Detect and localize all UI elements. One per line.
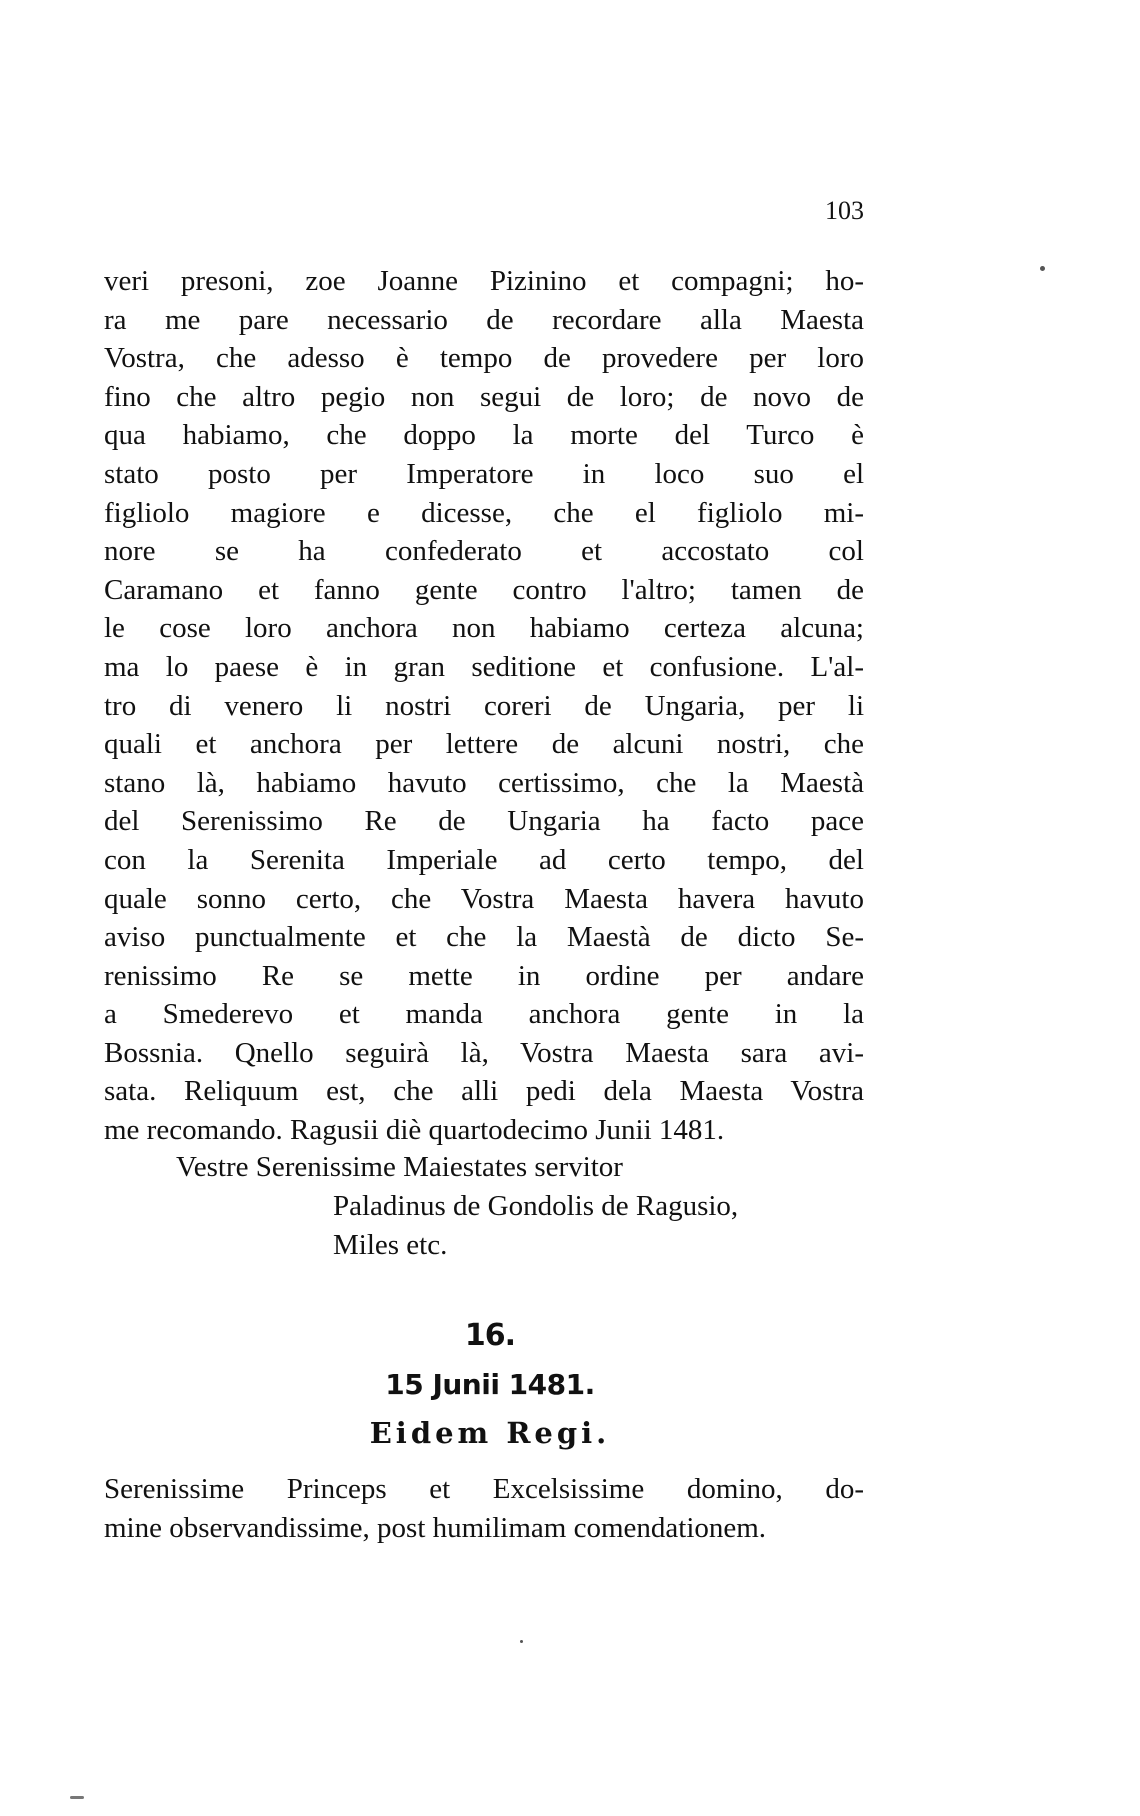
letter-line: tro di venero li nostri coreri de Ungaria, per li: [104, 689, 864, 722]
letter-line: stano là, habiamo havuto certissimo, che la Maestà: [104, 766, 864, 799]
document-line: Serenissime Princeps et Excelsissime domino, do-: [104, 1473, 864, 1505]
print-speck: [1040, 266, 1045, 271]
letter-line: veri presoni, zoe Joanne Pizinino et compagni; ho-: [104, 265, 864, 297]
letter-line: le cose loro anchora non habiamo certeza alcuna;: [104, 612, 864, 645]
letter-line: stato posto per Imperatore in loco suo el: [104, 457, 864, 490]
letter-line: aviso punctualmente et che la Maestà de dicto Se-: [104, 921, 864, 954]
letter-line: Caramano et fanno gente contro l'altro; tamen de: [104, 573, 864, 606]
print-speck: [70, 1796, 84, 1799]
letter-line: quale sonno certo, che Vostra Maesta havera havuto: [104, 882, 864, 915]
letter-line: quali et anchora per lettere de alcuni nostri, che: [104, 728, 864, 761]
document-date: 15 Junii 1481.: [385, 1368, 595, 1401]
letter-line: Vostra, che adesso è tempo de provedere per loro: [104, 342, 864, 375]
letter-line: ra me pare necessario de recordare alla Maesta: [104, 303, 864, 336]
letter-line: ma lo paese è in gran seditione et confusione. L'al-: [104, 650, 864, 683]
letter-body: [104, 262, 864, 1150]
signatory-title: Miles etc.: [333, 1229, 448, 1261]
document-number: 16.: [464, 1318, 516, 1353]
letter-signature: Paladinus de Gondolis de Ragusio,: [333, 1190, 739, 1222]
letter-line: figliolo magiore e dicesse, che el figliolo mi-: [104, 496, 864, 529]
letter-line: Bossnia. Qnello seguirà là, Vostra Maesta sara avi-: [104, 1036, 864, 1069]
print-speck: [520, 1640, 523, 1643]
letter-line: sata. Reliquum est, che alli pedi dela Maesta Vostra: [104, 1075, 864, 1108]
letter-line: con la Serenita Imperiale ad certo tempo, del: [104, 843, 864, 876]
letter-line: del Serenissimo Re de Ungaria ha facto pace: [104, 805, 864, 838]
letter-line: a Smederevo et manda anchora gente in la: [104, 998, 864, 1031]
letter-line: fino che altro pegio non segui de loro; de novo de: [104, 380, 864, 413]
letter-closing: Vestre Serenissime Maiestates servitor: [176, 1151, 623, 1183]
document-line: mine observandissime, post humilimam comendationem.: [104, 1511, 767, 1544]
document-addressee: Eidem Regi.: [369, 1416, 611, 1450]
letter-line: qua habiamo, che doppo la morte del Turco è: [104, 419, 864, 452]
letter-line: renissimo Re se mette in ordine per andare: [104, 959, 864, 992]
letter-line: me recomando. Ragusii diè quartodecimo Junii 1481.: [104, 1114, 725, 1147]
page-number: 103: [825, 196, 864, 225]
document-opening: [104, 1470, 864, 1547]
letter-line: nore se ha confederato et accostato col: [104, 535, 864, 568]
